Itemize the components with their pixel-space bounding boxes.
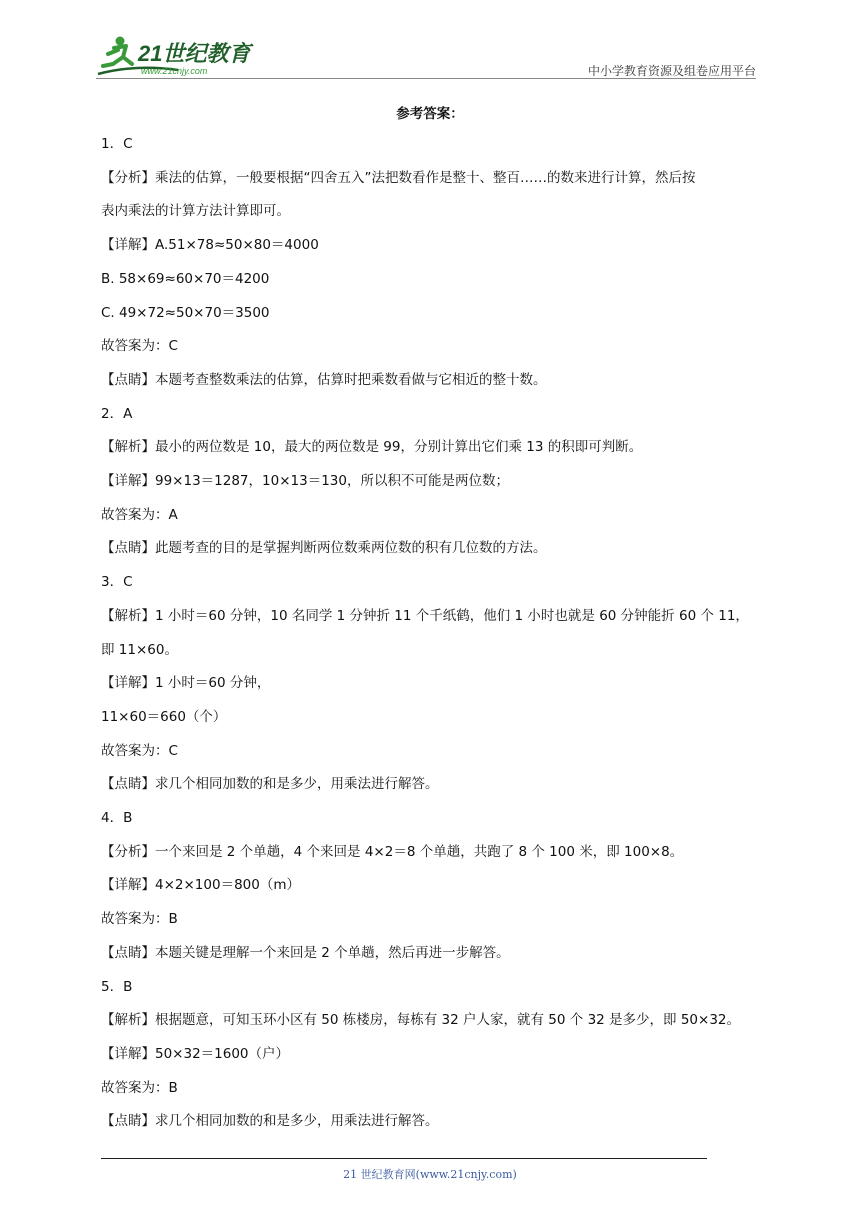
text-line: 【点睛】本题考查整数乘法的估算，估算时把乘数看做与它相近的整十数。	[101, 371, 547, 388]
text-line: 故答案为：C	[101, 338, 178, 355]
svg-text:www.21cnjy.com: www.21cnjy.com	[141, 66, 208, 76]
text-line: 【详解】4×2×100＝800（m）	[101, 877, 300, 894]
text-line: 即 11×60。	[101, 641, 178, 658]
text-line: 1．C	[101, 136, 133, 152]
text-line: 5．B	[101, 978, 133, 995]
text-line: 【详解】A.51×78≈50×80＝4000	[101, 237, 319, 254]
page-title: 参考答案：	[396, 106, 464, 122]
answer-content	[101, 128, 771, 1139]
header-divider	[96, 78, 756, 79]
footer-text[interactable]: 21 世纪教育网(www.21cnjy.com)	[343, 1168, 517, 1181]
text-line: C. 49×72≈50×70＝3500	[101, 304, 270, 321]
runner-head-icon	[116, 37, 125, 46]
text-line: 【分析】乘法的估算，一般要根据“四舍五入”法把数看作是整十、整百……的数来进行计算，然后按	[101, 169, 696, 186]
platform-name: 中小学教育资源及组卷应用平台	[587, 64, 756, 78]
text-line: 故答案为：B	[101, 1079, 178, 1096]
text-line: 【分析】一个来回是 2 个单趟，4 个来回是 4×2＝8 个单趟，共跑了 8 个 100 米，即 100×8。	[101, 843, 684, 860]
text-line: 【解析】最小的两位数是 10，最大的两位数是 99，分别计算出它们乘 13 的积即可判断。	[101, 439, 643, 456]
logo-21cnjy	[96, 34, 266, 78]
page-header	[96, 30, 756, 78]
text-line: 【详解】50×32＝1600（户）	[101, 1045, 290, 1062]
footer-divider	[101, 1158, 707, 1159]
text-line: 表内乘法的计算方法计算即可。	[101, 203, 290, 220]
text-line: 【点睛】本题关键是理解一个来回是 2 个单趟，然后再进一步解答。	[101, 944, 510, 961]
text-line: 【点睛】此题考查的目的是掌握判断两位数乘两位数的积有几位数的方法。	[101, 540, 547, 557]
text-line: 11×60＝660（个）	[101, 708, 227, 725]
text-line: 3．C	[101, 574, 133, 591]
text-line: 【详解】99×13＝1287，10×13＝130，所以积不可能是两位数；	[101, 473, 509, 490]
text-line: B. 58×69≈60×70＝4200	[101, 270, 270, 287]
text-line: 2．A	[101, 405, 133, 422]
text-line: 4．B	[101, 810, 133, 827]
text-line: 故答案为：C	[101, 742, 178, 759]
runner-icon	[103, 46, 132, 66]
text-line: 【点睛】求几个相同加数的和是多少，用乘法进行解答。	[101, 1113, 439, 1130]
text-line: 【详解】1 小时＝60 分钟，	[101, 675, 271, 692]
text-line: 【解析】1 小时＝60 分钟，10 名同学 1 分钟折 11 个千纸鹤，他们 1 小时也就是 60 分钟能折 60 个 11，	[101, 607, 749, 624]
text-line: 故答案为：A	[101, 506, 178, 523]
text-line: 故答案为：B	[101, 911, 178, 928]
text-line: 【解析】根据题意，可知玉环小区有 50 栋楼房，每栋有 32 户人家，就有 50 个 32 是多少，即 50×32。	[101, 1012, 741, 1029]
svg-text:21世纪教育: 21世纪教育	[138, 41, 251, 66]
text-line: 【点睛】求几个相同加数的和是多少，用乘法进行解答。	[101, 776, 439, 793]
